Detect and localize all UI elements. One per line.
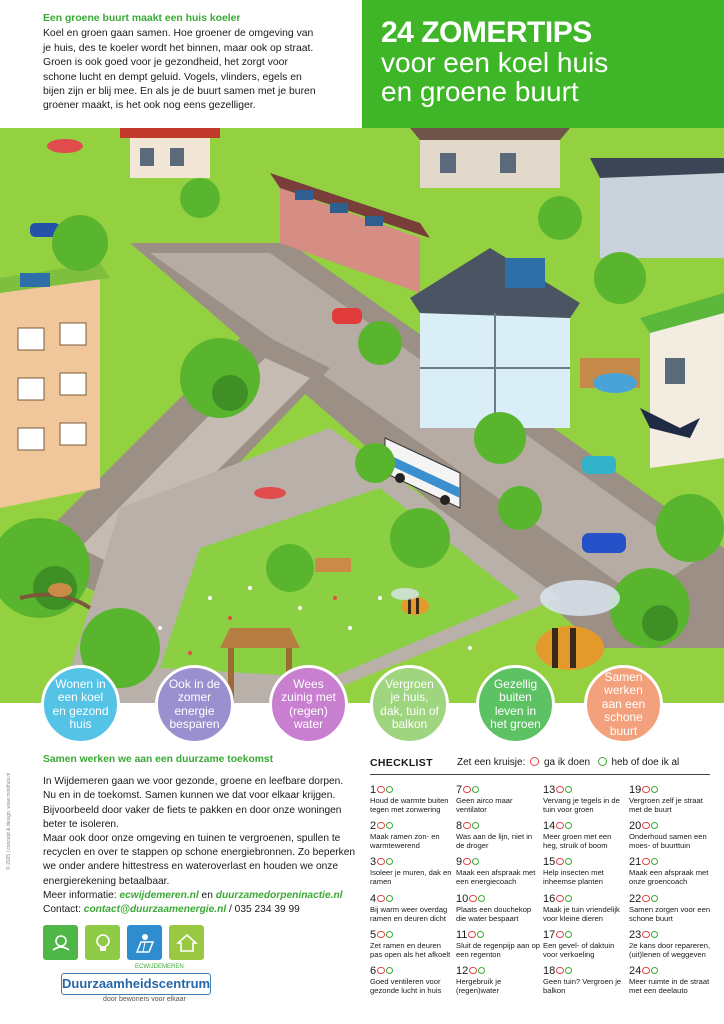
- checklist-item: [543, 820, 628, 851]
- checklist-item: [456, 856, 541, 887]
- tip-number-row: [370, 929, 455, 941]
- checkbox-done-circle[interactable]: [565, 931, 573, 939]
- checklist-item: [370, 784, 455, 815]
- checklist-item: [370, 929, 455, 960]
- theme-label: Gezellig buiten leven in het groen: [490, 676, 541, 731]
- tip-number-row: [543, 784, 628, 796]
- sustainability-text-block: [43, 753, 373, 917]
- tip-number-row: [629, 784, 714, 796]
- car-blue: [582, 533, 626, 553]
- lightbulb-icon: [85, 925, 120, 960]
- checkbox-done-circle[interactable]: [565, 895, 573, 903]
- checklist-item: [456, 820, 541, 851]
- contact-email-link[interactable]: contact@duurzaamenergie.nl: [83, 904, 227, 916]
- checklist-header: [370, 757, 710, 769]
- checkbox-done-circle[interactable]: [472, 858, 480, 866]
- checkbox-done-circle[interactable]: [472, 786, 480, 794]
- checkbox-plan-circle[interactable]: [377, 786, 385, 794]
- intro-line: Groen is ook goed voor je gezondheid, het zorgt voor: [43, 57, 288, 69]
- tip-number: 2: [370, 820, 377, 832]
- checklist-item: [370, 856, 455, 887]
- logo-top-text: ECWIJDEMEREN: [135, 964, 184, 970]
- checklist-item: [456, 929, 541, 960]
- duurzaamheidscentrum-logo: [43, 925, 213, 1010]
- checkbox-plan-circle[interactable]: [377, 822, 385, 830]
- intro-text-block: [43, 12, 363, 114]
- roof-solar-panels: [20, 273, 50, 287]
- tip-text: Help insecten met inheemse planten: [543, 868, 604, 887]
- tip-number-row: [629, 893, 714, 905]
- tip-number: 13: [543, 784, 556, 796]
- checkbox-done-circle[interactable]: [565, 822, 573, 830]
- tip-text: Maak een afspraak met onze groencoach: [629, 868, 709, 887]
- paragraph-line: Maar ook door onze omgeving en tuinen te vergroenen, spullen te: [43, 833, 341, 845]
- tip-number: 23: [629, 929, 642, 941]
- checklist-item: [629, 965, 714, 996]
- checkbox-plan-circle[interactable]: [463, 858, 471, 866]
- tip-text: Vergroen zelf je straat met de buurt: [629, 796, 703, 815]
- tip-number: 5: [370, 929, 377, 941]
- tip-number-row: [543, 929, 628, 941]
- tip-number-row: [543, 965, 628, 977]
- checklist-item: [370, 820, 455, 851]
- copyright-text: © 2025 | concept & design: www.mindfuls.nl: [6, 772, 12, 870]
- tip-text: Hergebruik je (regen)water: [456, 977, 502, 996]
- tip-number: 20: [629, 820, 642, 832]
- checkbox-done-circle[interactable]: [651, 931, 659, 939]
- contact-line: [43, 903, 373, 917]
- checkbox-done-circle[interactable]: [651, 822, 659, 830]
- intro-line: bijen zijn er blij mee. En als je de buurt samen met je buren: [43, 86, 316, 98]
- checkbox-plan-circle[interactable]: [556, 822, 564, 830]
- tip-number: 9: [456, 856, 463, 868]
- house-green-roof: [640, 293, 724, 468]
- tip-text: Bij warm weer overdag ramen en deuren dicht: [370, 905, 448, 924]
- checkbox-plan-circle[interactable]: [463, 786, 471, 794]
- checkbox-plan-circle[interactable]: [469, 895, 477, 903]
- tip-text: Was aan de lijn, niet in de droger: [456, 832, 533, 851]
- title-line-1: 24 ZOMERTIPS: [381, 16, 592, 49]
- tip-text: Zet ramen en deuren pas open als het afkoelt: [370, 941, 451, 960]
- hint-red-text: ga ik doen: [543, 757, 591, 768]
- contact-phone: / 035 234 39 99: [226, 904, 300, 916]
- tip-text: Vervang je tegels in de tuin voor groen: [543, 796, 620, 815]
- title-banner: [362, 0, 724, 128]
- checkbox-plan-circle[interactable]: [463, 822, 471, 830]
- checklist-item: [456, 965, 541, 996]
- solar-panel-icon: [127, 925, 162, 960]
- picnic-table: [315, 558, 351, 572]
- tip-number-row: [370, 820, 455, 832]
- checklist-item: [629, 856, 714, 887]
- hands-icon: [43, 925, 78, 960]
- info-and: en: [198, 889, 216, 901]
- checkbox-done-circle[interactable]: [386, 786, 394, 794]
- tip-text: Maak een afspraak met een energiecoach: [456, 868, 536, 887]
- checkbox-plan-circle[interactable]: [642, 931, 650, 939]
- checkbox-done-circle[interactable]: [478, 895, 486, 903]
- theme-label: Wonen in een koel en gezond huis: [52, 676, 109, 731]
- checkbox-plan-circle[interactable]: [642, 895, 650, 903]
- checkbox-done-circle[interactable]: [386, 858, 394, 866]
- checkbox-plan-circle[interactable]: [642, 822, 650, 830]
- theme-circle: [41, 665, 120, 744]
- tip-number-row: [456, 929, 541, 941]
- red-circle-icon: [530, 757, 539, 766]
- checkbox-plan-circle[interactable]: [556, 931, 564, 939]
- intro-line: schone lucht en dempt geluid. Vogels, vlinders, egels en: [43, 71, 302, 83]
- checklist-item: [456, 893, 541, 924]
- tip-text: Houd de warmte buiten tegen met zonwering: [370, 796, 449, 815]
- checkbox-done-circle[interactable]: [565, 786, 573, 794]
- checkbox-plan-circle[interactable]: [642, 967, 650, 975]
- green-circle-icon: [598, 757, 607, 766]
- info-label: Meer informatie:: [43, 889, 120, 901]
- tip-number-row: [629, 856, 714, 868]
- checkbox-plan-circle[interactable]: [377, 931, 385, 939]
- paragraph-line: beter te isoleren.: [43, 818, 119, 830]
- tip-number-row: [543, 893, 628, 905]
- garden-pond: [593, 373, 637, 393]
- tip-number-row: [456, 784, 541, 796]
- illustration-svg: [0, 128, 724, 703]
- checklist-item: [629, 893, 714, 924]
- checklist-item: [370, 893, 455, 924]
- solar-panels: [505, 258, 545, 288]
- checkbox-plan-circle[interactable]: [556, 858, 564, 866]
- intro-line: je huis, des te koeler wordt het binnen, maar ook op straat.: [43, 42, 314, 54]
- checkbox-done-circle[interactable]: [565, 858, 573, 866]
- checklist-item: [456, 784, 541, 815]
- car-red: [332, 308, 362, 324]
- tip-number-row: [370, 856, 455, 868]
- checklist-divider: [370, 774, 710, 775]
- checkbox-done-circle[interactable]: [565, 967, 573, 975]
- link-duurzamedorpeninactie[interactable]: duurzamedorpeninactie.nl: [215, 889, 343, 901]
- tip-number: 24: [629, 965, 642, 977]
- tip-number: 12: [456, 965, 469, 977]
- theme-label: Wees zuinig met (regen) water: [281, 676, 336, 731]
- checkbox-done-circle[interactable]: [386, 895, 394, 903]
- tip-text: Maak je tuin vriendelijk voor kleine dieren: [543, 905, 620, 924]
- checkbox-done-circle[interactable]: [651, 895, 659, 903]
- theme-label: Vergroen je huis, dak, tuin of balkon: [380, 676, 439, 731]
- paragraph-line: Bijvoorbeeld door vaker de fiets te pakken en door onze woningen: [43, 804, 342, 816]
- tip-text: Onderhoud samen een moes- of buurttuin: [629, 832, 707, 851]
- tip-number-row: [456, 893, 541, 905]
- tip-number: 22: [629, 893, 642, 905]
- tip-number-row: [370, 965, 455, 977]
- theme-circle: [476, 665, 555, 744]
- theme-circle: [155, 665, 234, 744]
- checkbox-plan-circle[interactable]: [642, 786, 650, 794]
- house-icon: [169, 925, 204, 960]
- tip-text: 2e kans door repareren, (uit)lenen of weggeven: [629, 941, 711, 960]
- tip-number-row: [629, 820, 714, 832]
- tip-text: Goed ventileren voor gezonde lucht in huis: [370, 977, 442, 996]
- tip-number: 18: [543, 965, 556, 977]
- checkbox-done-circle[interactable]: [472, 822, 480, 830]
- tip-text: Plaats een douchekop die water bespaart: [456, 905, 532, 924]
- checklist-item: [543, 784, 628, 815]
- tip-number: 14: [543, 820, 556, 832]
- checkbox-plan-circle[interactable]: [642, 858, 650, 866]
- hint-intro: Zet een kruisje:: [457, 757, 526, 768]
- checkbox-done-circle[interactable]: [478, 967, 486, 975]
- theme-circle: [370, 665, 449, 744]
- checkbox-done-circle[interactable]: [651, 858, 659, 866]
- tip-text: Samen zorgen voor een schone buurt: [629, 905, 711, 924]
- tip-text: Meer groen met een heg, struik of boom: [543, 832, 612, 851]
- tip-number: 21: [629, 856, 642, 868]
- checkbox-done-circle[interactable]: [386, 967, 394, 975]
- title-line-2: voor een koel huis: [381, 47, 609, 78]
- tip-number: 11: [456, 929, 468, 941]
- tip-number-row: [370, 893, 455, 905]
- tip-number: 7: [456, 784, 463, 796]
- checklist-item: [629, 929, 714, 960]
- checkbox-plan-circle[interactable]: [469, 967, 477, 975]
- tip-text: Isoleer je muren, dak en ramen: [370, 868, 452, 887]
- info-line: [43, 889, 373, 903]
- neighbourhood-illustration: [0, 128, 724, 703]
- tip-number: 4: [370, 893, 377, 905]
- tip-number: 10: [456, 893, 469, 905]
- tip-number: 3: [370, 856, 377, 868]
- tip-text: Maak ramen zon- en warmtewerend: [370, 832, 440, 851]
- apartment-building-left: [0, 263, 110, 508]
- tip-number: 19: [629, 784, 642, 796]
- tip-number: 1: [370, 784, 377, 796]
- checkbox-done-circle[interactable]: [651, 967, 659, 975]
- paragraph-line: recyclen en over te stappen op schone energiebronnen. Zo beperken: [43, 847, 356, 859]
- checklist-item: [370, 965, 455, 996]
- paragraph-line: we onder andere hittestress en wateroverlast en houden we onze: [43, 861, 339, 873]
- checkbox-done-circle[interactable]: [386, 822, 394, 830]
- tip-number-row: [370, 784, 455, 796]
- house-top-left: [120, 128, 220, 178]
- paragraph-line: In Wijdemeren gaan we voor gezonde, groene en leefbare dorpen.: [43, 776, 344, 788]
- intro-line: groener maakt, is het ook nog eens gezelliger.: [43, 100, 256, 112]
- checkbox-plan-circle[interactable]: [377, 858, 385, 866]
- tip-number: 15: [543, 856, 556, 868]
- car-teal: [582, 456, 616, 474]
- tip-number-row: [456, 965, 541, 977]
- umbrella-top: [47, 139, 83, 153]
- paragraph-line: energierekening betaalbaar.: [43, 875, 170, 887]
- theme-circle: [584, 665, 663, 744]
- tip-number-row: [456, 856, 541, 868]
- umbrella-red: [254, 487, 286, 499]
- theme-label: Samen werken aan een schone buurt: [601, 669, 646, 738]
- hint-green-text: heb of doe ik al: [611, 757, 680, 768]
- checklist-item: [629, 820, 714, 851]
- checklist-item: [629, 784, 714, 815]
- logo-name: Duurzaamheidscentrum: [61, 973, 211, 995]
- checklist-item: [543, 856, 628, 887]
- checkbox-plan-circle[interactable]: [556, 786, 564, 794]
- checkbox-plan-circle[interactable]: [556, 967, 564, 975]
- checkbox-plan-circle[interactable]: [556, 895, 564, 903]
- checkbox-plan-circle[interactable]: [468, 931, 476, 939]
- checkbox-plan-circle[interactable]: [377, 895, 385, 903]
- bottom-heading: Samen werken we aan een duurzame toekomst: [43, 754, 274, 765]
- checkbox-plan-circle[interactable]: [377, 967, 385, 975]
- intro-heading: Een groene buurt maakt een huis koeler: [43, 13, 241, 24]
- checkbox-done-circle[interactable]: [651, 786, 659, 794]
- tip-text: Meer ruimte in de straat met een deelauto: [629, 977, 710, 996]
- theme-circle: [269, 665, 348, 744]
- contact-label: Contact:: [43, 904, 84, 916]
- tip-number: 8: [456, 820, 463, 832]
- checklist-hint: [457, 757, 679, 768]
- checklist-item: [543, 893, 628, 924]
- tip-number-row: [543, 820, 628, 832]
- checkbox-done-circle[interactable]: [477, 931, 485, 939]
- intro-line: Koel en groen gaan samen. Hoe groener de omgeving van: [43, 28, 314, 40]
- tip-text: Geen tuin? Vergroen je balkon: [543, 977, 622, 996]
- checklist-item: [543, 965, 628, 996]
- paragraph-line: Nu en in de toekomst. Samen kunnen we dat voor elkaar krijgen.: [43, 790, 336, 802]
- tip-number: 17: [543, 929, 556, 941]
- checklist-title: CHECKLIST: [370, 757, 433, 769]
- checklist-item: [543, 929, 628, 960]
- checkbox-done-circle[interactable]: [386, 931, 394, 939]
- tip-number-row: [543, 856, 628, 868]
- tip-number-row: [629, 929, 714, 941]
- tip-text: Sluit de regenpijp aan op een regenton: [456, 941, 541, 960]
- tip-number: 16: [543, 893, 556, 905]
- tip-number-row: [629, 965, 714, 977]
- title-line-3: en groene buurt: [381, 76, 579, 107]
- logo-tagline: door bewoners voor elkaar: [103, 996, 186, 1003]
- tip-text: Geen airco maar ventilator: [456, 796, 513, 815]
- theme-label: Ook in de zomer energie besparen: [168, 676, 221, 731]
- tip-text: Een gevel- of daktuin voor verkoeling: [543, 941, 615, 960]
- tip-number-row: [456, 820, 541, 832]
- theme-circles: [0, 665, 724, 745]
- link-ecwijdemeren[interactable]: ecwijdemeren.nl: [119, 889, 199, 901]
- tip-number: 6: [370, 965, 377, 977]
